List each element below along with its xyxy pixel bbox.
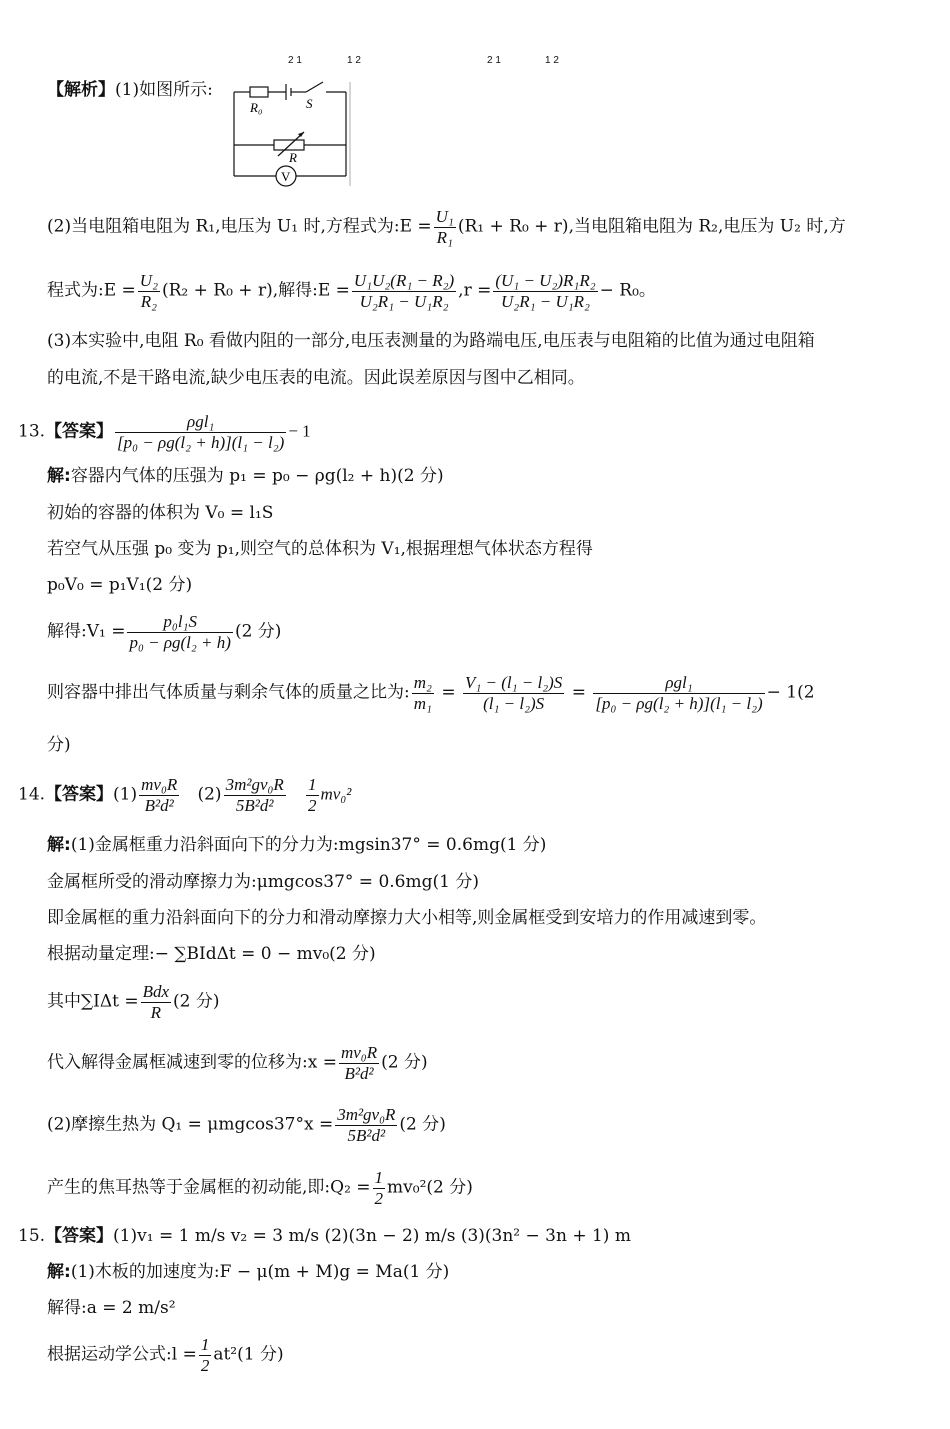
q13-line-6: 则容器中排出气体质量与剩余气体的质量之比为: $\frac{\text{m₂}}{\text{m₁}}$ = $\frac{\text{V₁ − (l₁ − l₂)S}}{\text{(l₁ − l₂)S}}$ = $\frac{\text{ρgl₁}}{\text{[p₀ − ρg(l₂ + h)](l₁ − l₂)}}$ − 1(2 — [47, 673, 815, 713]
fraction — [463, 673, 564, 713]
solution-tag: 解: — [47, 835, 71, 855]
header-mark: 2 1 — [288, 55, 302, 66]
text: (R₂ + R₀ + r),解得:E = — [161, 280, 350, 301]
fraction-denominator: B²d² — [344, 1063, 374, 1083]
fraction-denominator: 2 — [200, 1355, 210, 1375]
q14-line-1 — [47, 835, 546, 855]
q13-line-7: 分) — [47, 735, 71, 755]
fraction — [339, 1043, 379, 1083]
fraction-denominator: (l₁ − l₂)S — [483, 693, 545, 713]
fraction-numerator: p₀l₁S — [127, 612, 232, 633]
fraction-numerator: 3m²gv₀R — [225, 775, 284, 794]
text: mv₀²(2 分) — [387, 1177, 473, 1198]
fraction-denominator: U₂R₁ − U₁R₂ — [501, 291, 590, 311]
q13-line-3: 若空气从压强 p₀ 变为 p₁,则空气的总体积为 V₁,根据理想气体状态方程得 — [47, 539, 593, 559]
q14-line-2: 金属框所受的滑动摩擦力为:μmgcos37° = 0.6mg(1 分) — [47, 872, 479, 892]
analysis-line-2 — [47, 207, 846, 247]
text: 容器内气体的压强为 p₁ = p₀ − ρg(l₂ + h)(2 分) — [70, 466, 444, 486]
label-r: R — [289, 150, 297, 165]
fraction — [138, 271, 160, 311]
fraction-numerator: (U₁ − U₂)R₁R₂ — [495, 271, 596, 290]
text: − R₀。 — [599, 280, 656, 301]
analysis-tag: 【解析】 — [47, 80, 115, 100]
voltmeter-label: V — [281, 169, 291, 184]
question-number: 15. — [18, 1226, 46, 1246]
q13-line-4: p₀V₀ = p₁V₁(2 分) — [47, 575, 193, 595]
q14-line-8 — [47, 1168, 473, 1208]
text: mv₀² — [320, 784, 352, 804]
label-r0: R₀ — [250, 100, 263, 115]
fraction-numerator: V₁ − (l₁ − l₂)S — [464, 673, 563, 692]
fraction — [335, 1105, 397, 1145]
fraction — [115, 412, 286, 452]
answer-tag: 【答案】 — [45, 421, 114, 442]
fraction-numerator: Bdx — [142, 982, 170, 1001]
text: (2)当电阻箱电阻为 R₁,电压为 U₁ 时,方程式为:E = — [47, 216, 432, 237]
solution-tag: 解: — [47, 466, 71, 486]
label-s: S — [306, 96, 313, 111]
q14-line-6 — [47, 1043, 428, 1083]
fraction-denominator: 5B²d² — [347, 1125, 386, 1145]
circuit-diagram — [228, 78, 356, 190]
solution-tag: 解: — [47, 1262, 71, 1282]
fraction-denominator: 2 — [308, 795, 317, 815]
q14-answer-line — [18, 775, 351, 815]
text: 代入解得金属框减速到零的位移为:x = — [47, 1052, 337, 1073]
fraction-numerator: 1 — [374, 1168, 384, 1187]
q14-line-5 — [47, 982, 220, 1022]
text: (1)金属框重力沿斜面向下的分力为:mgsin37° = 0.6mg(1 分) — [70, 835, 547, 855]
fraction-numerator: ρgl₁ — [593, 673, 764, 694]
fraction — [199, 1335, 212, 1375]
q15-answer-line — [18, 1226, 631, 1246]
fraction — [493, 271, 597, 311]
text: (2)摩擦生热为 Q₁ = μmgcos37°x = — [47, 1114, 334, 1135]
text: − 1 — [288, 421, 311, 441]
question-number: 13. — [18, 421, 46, 442]
q14-line-3: 即金属框的重力沿斜面向下的分力和滑动摩擦力大小相等,则金属框受到安培力的作用减速到零。 — [47, 908, 767, 928]
q15-line-2: 解得:a = 2 m/s² — [47, 1298, 176, 1318]
fraction-denominator: p₀ − ρg(l₂ + h) — [129, 632, 231, 652]
q13-line-2: 初始的容器的体积为 V₀ = l₁S — [47, 503, 274, 523]
text: (1)v₁ = 1 m/s v₂ = 3 m/s (2)(3n − 2) m/s (3)(3n² − 3n + 1) m — [113, 1226, 631, 1246]
text: (2 分) — [399, 1114, 446, 1135]
text: at²(1 分) — [213, 1344, 284, 1365]
fraction-numerator: m₂ — [413, 673, 432, 692]
fraction-numerator: U₂ — [139, 271, 158, 290]
text: (2 分) — [234, 621, 282, 642]
q13-line-1 — [47, 466, 444, 486]
q14-line-7 — [47, 1105, 446, 1145]
fraction — [139, 775, 179, 815]
fraction — [352, 271, 456, 311]
fraction — [127, 612, 232, 652]
fraction-numerator: mv₀R — [141, 775, 178, 794]
text: − 1(2 — [766, 682, 815, 703]
text: (1) — [113, 784, 138, 805]
q13-line-5 — [47, 612, 281, 652]
q14-line-4: 根据动量定理:− ∑BIdΔt = 0 − mv₀(2 分) — [47, 944, 376, 964]
fraction-numerator: 1 — [308, 775, 317, 794]
fraction-denominator: 2 — [374, 1188, 384, 1208]
text: 程式为:E = — [47, 280, 136, 301]
fraction-numerator: 1 — [200, 1335, 210, 1354]
text: (R₁ + R₀ + r),当电阻箱电阻为 R₂,电压为 U₂ 时,方 — [457, 216, 846, 237]
analysis-line-4: (3)本实验中,电阻 R₀ 看做内阻的一部分,电压表测量的为路端电压,电压表与电阻箱的比值为通过电阻箱 — [47, 331, 815, 351]
fraction-numerator: 3m²gv₀R — [337, 1105, 396, 1124]
fraction-numerator: ρgl₁ — [115, 412, 286, 433]
text: 则容器中排出气体质量与剩余气体的质量之比为: — [47, 682, 410, 703]
question-number: 14. — [18, 784, 46, 805]
fraction-denominator: R₂ — [140, 291, 158, 311]
answer-tag: 【答案】 — [45, 1226, 114, 1246]
text: (2 分) — [173, 991, 220, 1012]
fraction — [141, 982, 171, 1022]
header-mark: 2 1 — [487, 55, 501, 66]
analysis-p1: (1)如图所示: — [115, 80, 213, 100]
fraction — [306, 775, 319, 815]
fraction-numerator: U₁U₂(R₁ − R₂) — [353, 271, 455, 290]
answer-tag: 【答案】 — [45, 784, 114, 805]
q13-answer-line — [18, 412, 311, 452]
fraction — [224, 775, 286, 815]
text: 根据运动学公式:l = — [47, 1344, 197, 1365]
fraction-denominator: m₁ — [413, 693, 432, 713]
fraction-denominator: R₁ — [436, 227, 453, 247]
fraction — [373, 1168, 386, 1208]
fraction-denominator: B²d² — [144, 795, 174, 815]
q15-line-1 — [47, 1262, 449, 1282]
q15-line-3 — [47, 1335, 284, 1375]
header-mark: 1 2 — [545, 55, 559, 66]
text: 产生的焦耳热等于金属框的初动能,即:Q₂ = — [47, 1177, 371, 1198]
fraction — [412, 673, 434, 713]
fraction-denominator: U₂R₁ − U₁R₂ — [359, 291, 449, 311]
header-mark: 1 2 — [347, 55, 361, 66]
fraction-numerator: U₁ — [435, 207, 454, 226]
text: 解得:V₁ = — [47, 621, 126, 642]
text: (2 分) — [381, 1052, 428, 1073]
fraction-denominator: R — [150, 1002, 162, 1022]
text: ,r = — [458, 280, 492, 301]
analysis-line-3 — [47, 271, 656, 311]
analysis-line-1 — [47, 80, 213, 100]
fraction — [593, 673, 764, 713]
fraction — [434, 207, 456, 247]
text: (2) — [197, 784, 222, 805]
fraction-denominator: 5B²d² — [235, 795, 274, 815]
analysis-line-5: 的电流,不是干路电流,缺少电压表的电流。因此误差原因与图中乙相同。 — [47, 368, 585, 388]
fraction-numerator: mv₀R — [340, 1043, 378, 1062]
fraction-denominator: [p₀ − ρg(l₂ + h)](l₁ − l₂) — [117, 432, 285, 452]
text: (1)木板的加速度为:F − μ(m + M)g = Ma(1 分) — [70, 1262, 450, 1282]
text: 其中∑IΔt = — [47, 991, 139, 1012]
fraction-denominator: [p₀ − ρg(l₂ + h)](l₁ − l₂) — [595, 693, 763, 713]
